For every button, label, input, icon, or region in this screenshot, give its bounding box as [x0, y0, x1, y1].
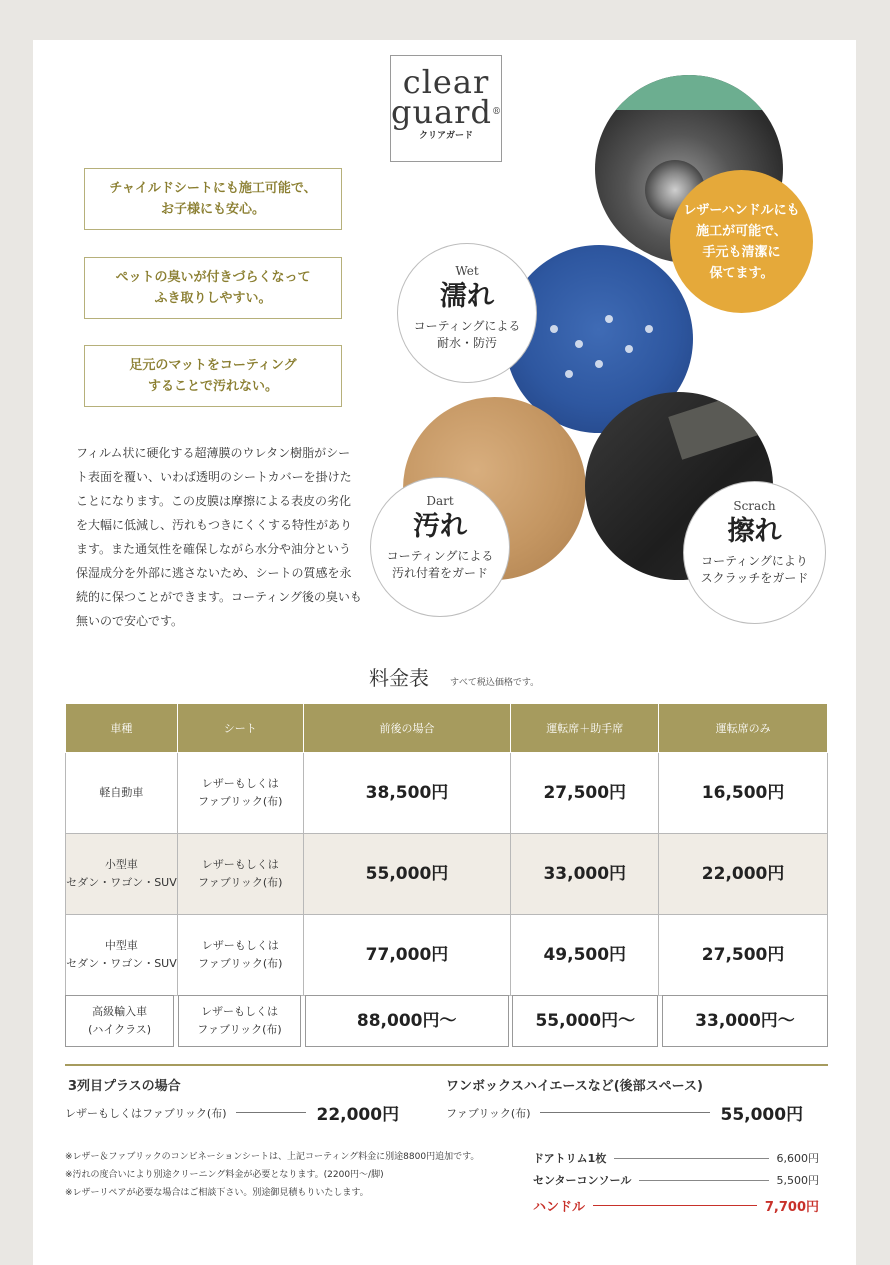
option-center-console [533, 1172, 819, 1188]
table-row [66, 915, 828, 996]
car-type: 軽自動車 [99, 786, 144, 799]
seat-line: レザーもしくは [201, 858, 279, 871]
one-box-heading: ワンボックスハイエースなど(後部スペース) [446, 1079, 703, 1094]
price-driver-passenger: 27,500円 [511, 753, 659, 834]
orange-line: 保てます。 [709, 265, 774, 281]
car-subtype: セダン・ワゴン・SUV [66, 876, 177, 889]
header-car-type: 車種 [66, 704, 178, 753]
water-drop [575, 340, 583, 348]
leader-line [540, 1112, 710, 1113]
feature-box-pet [84, 257, 342, 319]
leader-line [614, 1158, 768, 1159]
seat-line: ファブリック(布) [197, 1023, 282, 1036]
car-subtype: セダン・ワゴン・SUV [66, 957, 177, 970]
leather-handle-bubble [670, 170, 813, 313]
seat-cell [177, 834, 303, 915]
bubble-en: Wet [455, 264, 479, 278]
bubble-desc: スクラッチをガード [700, 571, 809, 585]
feature-box-mat [84, 345, 342, 407]
water-drop [550, 325, 558, 333]
note-line: ※汚れの度合いにより別途クリーニング料金が必要となります。(2200円～/脚) [65, 1170, 384, 1180]
orange-line: 施工が可能で、 [696, 223, 787, 239]
option-door-trim [533, 1150, 819, 1166]
seat-cell [177, 753, 303, 834]
bubble-en: Dart [426, 494, 454, 508]
seat-cell [177, 915, 303, 996]
bubble-desc: 耐水・防汚 [436, 336, 497, 350]
seat-line: ファブリック(布) [197, 957, 283, 970]
price-driver-only: 16,500円 [659, 753, 828, 834]
option-label: センターコンソール [533, 1174, 632, 1187]
feature-box-child-seat [84, 168, 342, 230]
felt-strip [668, 392, 768, 460]
price-front-rear: 38,500円 [303, 753, 511, 834]
seat-line: レザーもしくは [201, 939, 279, 952]
feature-line: ペットの臭いが付きづらくなって [115, 270, 311, 285]
car-type-cell [65, 995, 174, 1047]
option-price: 7,700円 [764, 1200, 819, 1215]
water-drop [625, 345, 633, 353]
third-row-heading: 3列目プラスの場合 [68, 1079, 181, 1094]
option-label: ハンドル [533, 1200, 586, 1215]
seat-line: ファブリック(布) [197, 876, 283, 889]
bubble-desc: 汚れ付着をガード [391, 566, 488, 580]
price-front-rear: 88,000円～ [305, 995, 509, 1047]
price-driver-only: 22,000円 [659, 834, 828, 915]
bubble-desc: コーティングによる [386, 549, 494, 563]
seat-line: レザーもしくは [200, 1005, 278, 1018]
logo-line2 [391, 93, 502, 131]
leader-line [593, 1205, 757, 1206]
header-driver-only: 運転席のみ [659, 704, 828, 753]
table-row [66, 834, 828, 915]
note-line: ※レザー＆ファブリックのコンビネーションシートは、上記コーティング料金に別途8800円追加です。 [65, 1152, 480, 1162]
car-type: 小型車 [104, 858, 138, 871]
tax-note: すべて税込価格です。 [450, 678, 540, 688]
water-drop [645, 325, 653, 333]
one-box-price-line [446, 1100, 803, 1125]
third-row-price: 22,000円 [316, 1105, 400, 1125]
option-price: 5,500円 [776, 1174, 819, 1187]
water-drop [595, 360, 603, 368]
leader-line [639, 1180, 768, 1181]
third-row-label: レザーもしくはファブリック(布) [65, 1106, 227, 1120]
bubble-en: Scrach [733, 499, 776, 513]
car-type: 高級輸入車 [92, 1005, 148, 1018]
price-driver-passenger: 55,000円～ [512, 995, 658, 1047]
price-table-title: 料金表 [369, 666, 429, 690]
feature-line: することで汚れない。 [147, 379, 278, 394]
note-line: ※レザーリペアが必要な場合はご相談下さい。別途御見積もりいたします。 [65, 1188, 369, 1198]
car-subtype: (ハイクラス) [88, 1023, 152, 1036]
clear-guard-logo [390, 55, 502, 162]
feature-line: 足元のマットをコーティング [129, 358, 297, 373]
seat-line: レザーもしくは [201, 777, 279, 790]
header-seat: シート [177, 704, 303, 753]
header-front-rear: 前後の場合 [303, 704, 511, 753]
water-drop [605, 315, 613, 323]
bubble-desc: コーティングによる [413, 319, 521, 333]
car-type-cell [66, 915, 178, 996]
premium-price-table [65, 995, 828, 1047]
price-front-rear: 55,000円 [303, 834, 511, 915]
price-driver-passenger: 49,500円 [511, 915, 659, 996]
wet-bubble [397, 243, 537, 383]
header-driver-passenger: 運転席＋助手席 [511, 704, 659, 753]
option-price: 6,600円 [776, 1152, 819, 1165]
option-handle [533, 1196, 819, 1215]
price-table [65, 703, 828, 996]
logo-reg-mark: ® [491, 107, 502, 117]
dashboard-area [595, 75, 783, 110]
notes-block [65, 1148, 525, 1202]
table-row [65, 995, 828, 1047]
car-type-cell [66, 834, 178, 915]
feature-line: ふき取りしやすい。 [154, 291, 272, 306]
bubble-jp: 擦れ [727, 516, 782, 547]
price-driver-passenger: 33,000円 [511, 834, 659, 915]
feature-line: チャイルドシートにも施工可能で、 [109, 181, 317, 196]
logo-line1: clear [402, 63, 490, 101]
one-box-price: 55,000円 [720, 1105, 804, 1125]
description-paragraph: フィルム状に硬化する超薄膜のウレタン樹脂がシート表面を覆い、いわば透明のシートカバーを掛けたことになります。この皮膜は摩擦による表皮の劣化を大幅に低減し、汚れもつきにくくする特性があります。また通気性を確保しながら水分や油分という保湿成分を外部に逃さないため、シートの質感を永続的に保つことができます。コーティング後の臭いも無いので安心です。 [76, 446, 362, 628]
feature-line: お子様にも安心。 [160, 202, 265, 217]
orange-line: レザーハンドルにも [683, 202, 800, 218]
leader-line [236, 1112, 306, 1113]
section-divider [65, 1064, 828, 1066]
one-box-label: ファブリック(布) [446, 1106, 531, 1120]
seat-cell [178, 995, 301, 1047]
third-row-price-line [65, 1100, 399, 1125]
bubble-desc: コーティングにより [701, 554, 808, 568]
price-front-rear: 77,000円 [303, 915, 511, 996]
scrach-bubble [683, 481, 826, 624]
bubble-jp: 汚れ [413, 511, 467, 542]
car-type: 中型車 [104, 939, 138, 952]
logo-kana: クリアガード [419, 131, 473, 141]
water-drop [565, 370, 573, 378]
table-row [66, 753, 828, 834]
dart-bubble [370, 477, 510, 617]
logo-line2-text: guard [391, 93, 492, 131]
car-type-cell [66, 753, 178, 834]
option-label: ドアトリム1枚 [533, 1152, 607, 1165]
price-driver-only: 27,500円 [659, 915, 828, 996]
seat-line: ファブリック(布) [197, 795, 283, 808]
bubble-jp: 濡れ [440, 281, 494, 312]
table-header-row [66, 704, 828, 753]
price-driver-only: 33,000円～ [662, 995, 828, 1047]
orange-line: 手元も清潔に [702, 244, 781, 260]
